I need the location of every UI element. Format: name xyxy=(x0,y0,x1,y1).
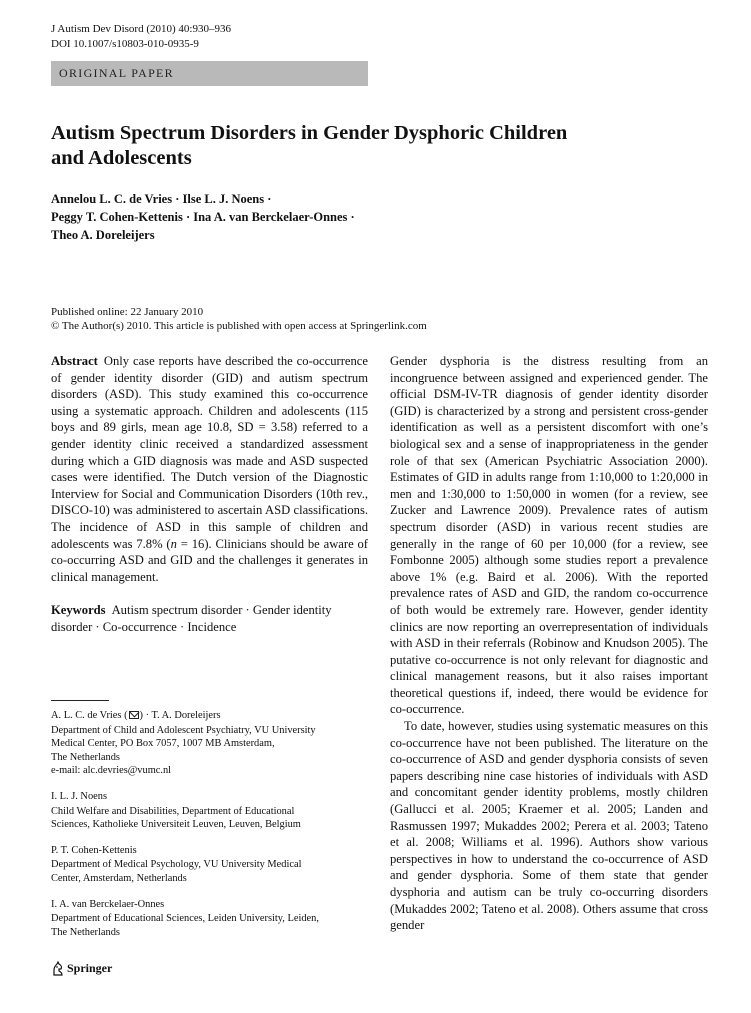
abstract-text-2: = 16). Clinicians should be aware of co-occurring ASD and GID and the challenges it generates in clinical management. xyxy=(51,536,369,584)
springer-horse-icon xyxy=(51,961,64,976)
abstract xyxy=(51,353,368,585)
keywords-label: Keywords xyxy=(51,603,106,618)
right-column xyxy=(390,353,708,934)
affiliation-line: Child Welfare and Disabilities, Department of Educational xyxy=(51,805,295,817)
affiliation-line: Center, Amsterdam, Netherlands xyxy=(51,872,187,884)
abstract-label: Abstract xyxy=(51,354,98,368)
author-line-2: Peggy T. Cohen-Kettenis · Ina A. van Berckelaer-Onnes · xyxy=(51,210,355,224)
section-label: ORIGINAL PAPER xyxy=(59,66,174,80)
affiliation-1-authors: A. L. C. de Vries ( ) · T. A. Doreleijers xyxy=(51,710,221,721)
footnote-rule xyxy=(51,700,109,701)
section-label-bar xyxy=(51,61,368,86)
affiliation-2 xyxy=(51,790,368,832)
affiliation-line: Department of Medical Psychology, VU University Medical xyxy=(51,859,302,871)
body-paragraph-2: To date, however, studies using systematic measures on this co-occurrence have not been published. The literature on the co-occurrence of ASD and gender dysphoria consists of seven papers describing nine case histories of individuals with ASD and concomitant gender identity problems, mostly children (Gallucci et al. 2005; Kraemer et al. 2005; Landen and Rasmussen 1997; Mukaddes 2002; Perera et al. 2003; Tateno et al. 2008; Williams et al. 1996). Authors show various perspectives in how to understand the co-occurrence of ASD and gender dysphoria. Some of them state that gender dysphoria and autism can be truly co-occurring disorders (Mukaddes 2002; Tateno et al. 2008). Others assume that cross gender xyxy=(390,719,708,933)
affiliation-line: Sciences, Katholieke Universiteit Leuven, Leuven, Belgium xyxy=(51,819,301,831)
license-note: © The Author(s) 2010. This article is published with open access at Springerlink.com xyxy=(51,320,427,332)
affiliation-email[interactable]: e-mail: alc.devries@vumc.nl xyxy=(51,765,172,777)
left-column xyxy=(51,353,368,636)
keywords xyxy=(51,602,368,635)
affiliation-line: The Netherlands xyxy=(51,751,120,763)
publisher-footer xyxy=(51,961,112,976)
author-line-3: Theo A. Doreleijers xyxy=(51,228,155,242)
affiliation-line: Medical Center, PO Box 7057, 1007 MB Amsterdam, xyxy=(51,738,275,750)
journal-citation: J Autism Dev Disord (2010) 40:930–936 xyxy=(51,23,231,35)
published-date: Published online: 22 January 2010 xyxy=(51,306,204,318)
author-list xyxy=(51,190,355,244)
keywords-text: Autism spectrum disorder · Gender identity disorder · Co-occurrence · Incidence xyxy=(51,603,332,634)
publication-info xyxy=(51,305,427,333)
article-title xyxy=(51,121,671,171)
affiliation-1 xyxy=(51,709,368,778)
affiliations xyxy=(51,709,368,951)
journal-header xyxy=(51,22,231,52)
envelope-icon xyxy=(129,711,139,719)
journal-doi: DOI 10.1007/s10803-010-0935-9 xyxy=(51,38,199,50)
affiliation-2-authors: I. L. J. Noens xyxy=(51,790,107,802)
affiliation-3-authors: P. T. Cohen-Kettenis xyxy=(51,844,137,856)
affiliation-4 xyxy=(51,898,368,940)
publisher-name: Springer xyxy=(67,961,113,975)
body-paragraph-1: Gender dysphoria is the distress resulting from an incongruence between assigned and experienced gender. The official DSM-IV-TR diagnosis of gender identity disorder (GID) is characterized by a strong and persistent cross-gender identification as well as a persistent discomfort with one’s biological sex and a sense of inappropriateness in the gender role of that sex (American Psychiatric Association 2000). Estimates of GID in adults range from 1:10,000 to 1:20,000 in men and 1:30,000 to 1:50,000 in women (for a review, see Zucker and Lawrence 2009). Prevalence rates of autism spectrum disorder (ASD) in various recent studies are generally in the range of 60 per 10,000 (for a review, see Fombonne 2005) although some studies report a prevalence above 1% (e.g. Baird et al. 2006). With the reported prevalence rates of ASD and GID, the random co-occurrence of both would be extremely rare. However, gender identity clinics are now reporting an overrepresentation of individuals with ASD in their referrals (Robinow and Knudson 2005). The putative co-occurrence is not only relevant for diagnostic and clinical management reasons, but it also raises important theoretical questions if, indeed, there would be evidence for co-occurrence. xyxy=(390,354,708,717)
abstract-text-1: Only case reports have described the co-occurrence of gender identity disorder (GID) and autism spectrum disorders (ASD). This study examined this co-occurrence using a systematic approach. Children and adolescents (115 boys and 89 girls, mean age 10.8, SD = 3.58) referred to a gender identity clinic received a standardized assessment during which a GID diagnosis was made and ASD suspected cases were identified. The Dutch version of the Diagnostic Interview for Social and Communication Disorders (10th rev., DISCO-10) was administered to ascertain ASD classifications. The incidence of ASD in this sample of children and adolescents was 7.8% ( xyxy=(51,354,368,551)
affiliation-line: Department of Educational Sciences, Leiden University, Leiden, xyxy=(51,913,319,925)
affiliation-3 xyxy=(51,844,368,886)
article-title-line-2: and Adolescents xyxy=(51,147,192,169)
affiliation-4-authors: I. A. van Berckelaer-Onnes xyxy=(51,898,165,910)
abstract-n-symbol: n xyxy=(170,536,177,551)
author-line-1: Annelou L. C. de Vries · Ilse L. J. Noens · xyxy=(51,192,272,206)
affiliation-line: Department of Child and Adolescent Psychiatry, VU University xyxy=(51,724,316,736)
affiliation-line: The Netherlands xyxy=(51,926,120,938)
article-title-line-1: Autism Spectrum Disorders in Gender Dysphoric Children xyxy=(51,122,568,144)
